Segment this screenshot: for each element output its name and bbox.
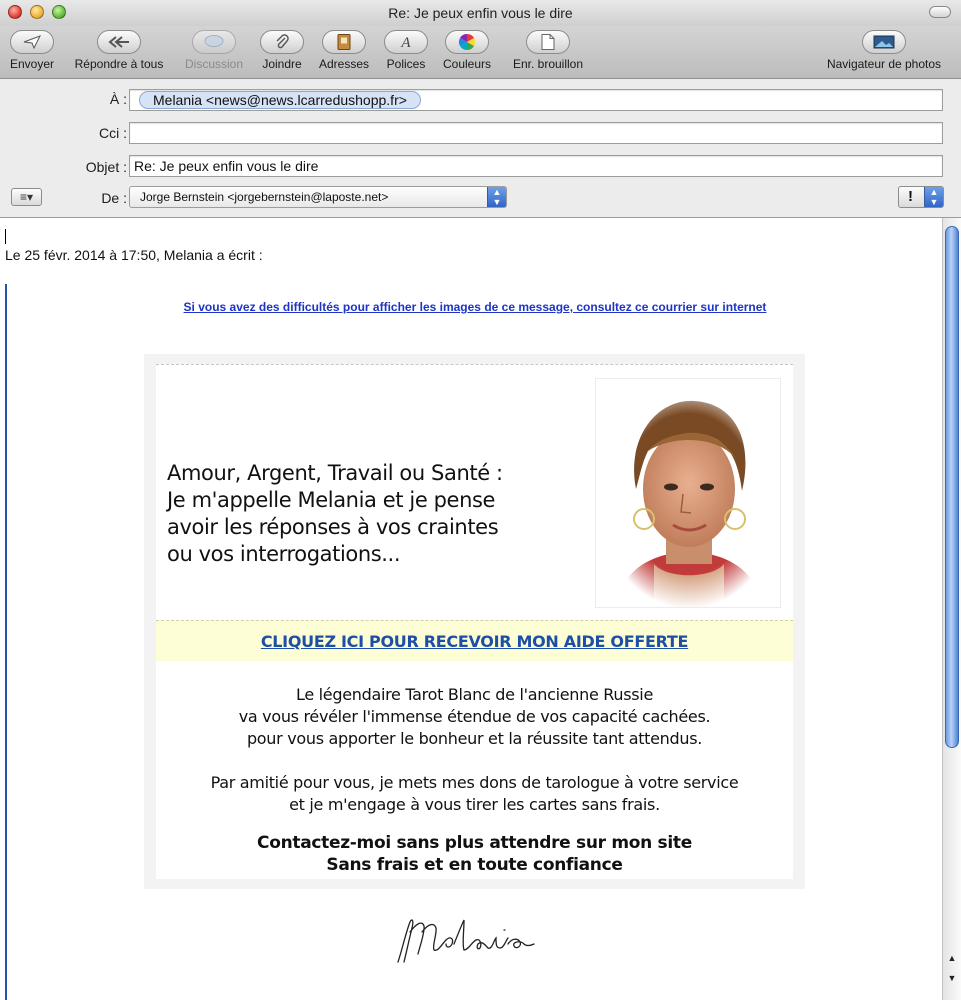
from-value: Jorge Bernstein <jorgebernstein@laposte.net> <box>140 190 389 204</box>
message-headers <box>0 79 961 218</box>
paperclip-icon <box>260 30 304 54</box>
subject-value: Re: Je peux enfin vous le dire <box>134 158 319 174</box>
view-online-link[interactable]: Si vous avez des difficultés pour afficher les images de ce message, consultez ce courrier sur internet <box>183 300 767 314</box>
recipient-token[interactable]: Melania <news@news.lcarredushopp.fr> <box>139 91 421 109</box>
subject-field[interactable] <box>129 155 943 177</box>
quote-attribution: Le 25 févr. 2014 à 17:50, Melania a écrit : <box>5 247 263 263</box>
attach-button[interactable] <box>256 26 308 71</box>
signature <box>392 910 542 975</box>
compose-toolbar <box>0 26 961 79</box>
bcc-label: Cci : <box>99 125 127 141</box>
addresses-button[interactable] <box>314 26 374 71</box>
addresses-label: Adresses <box>318 57 370 71</box>
photo-browser-button[interactable] <box>816 26 952 71</box>
fonts-label: Polices <box>386 57 426 71</box>
paragraph-line: et je m'engage à vous tirer les cartes sans frais. <box>289 795 660 814</box>
headline-line: avoir les réponses à vos craintes <box>167 515 499 539</box>
paragraph-line: pour vous apporter le bonheur et la réussite tant attendus. <box>246 729 703 748</box>
window-titlebar <box>0 0 961 27</box>
to-field[interactable] <box>129 89 943 111</box>
save-draft-label: Enr. brouillon <box>512 57 584 71</box>
discussion-label: Discussion <box>184 57 244 71</box>
headline-line: Amour, Argent, Travail ou Santé : <box>167 461 503 485</box>
headline <box>167 460 547 568</box>
font-icon <box>384 30 428 54</box>
send-label: Envoyer <box>9 57 55 71</box>
color-wheel-icon <box>445 30 489 54</box>
paragraph-line: Par amitié pour vous, je mets mes dons de tarologue à votre service <box>210 773 739 792</box>
friendship-paragraph <box>156 772 793 816</box>
headline-line: ou vos interrogations... <box>167 542 401 566</box>
signature-image <box>392 910 542 970</box>
header-options-button[interactable] <box>11 188 42 206</box>
priority-select[interactable] <box>898 186 944 208</box>
headline-line: Je m'appelle Melania et je pense <box>167 488 496 512</box>
address-book-icon <box>322 30 366 54</box>
vertical-scrollbar[interactable] <box>942 218 961 1000</box>
portrait-photo <box>595 378 781 608</box>
svg-text:A: A <box>401 35 411 50</box>
send-button[interactable] <box>5 26 59 71</box>
reply-all-button[interactable] <box>68 26 170 71</box>
save-draft-button[interactable] <box>504 26 592 71</box>
paragraph-line: Contactez-moi sans plus attendre sur mon site <box>257 833 692 853</box>
priority-mark: ! <box>908 188 913 205</box>
list-menu-icon: ≡▾ <box>19 190 34 204</box>
from-label: De : <box>101 190 127 206</box>
colors-label: Couleurs <box>442 57 492 71</box>
newsletter-content <box>156 364 793 879</box>
offer-link[interactable]: CLIQUEZ ICI POUR RECEVOIR MON AIDE OFFERTE <box>260 632 689 651</box>
attach-label: Joindre <box>262 57 302 71</box>
fonts-button[interactable] <box>380 26 432 71</box>
toolbar-toggle-button[interactable] <box>929 6 951 18</box>
scroll-up-arrow-icon[interactable]: ▲ <box>947 953 957 963</box>
bcc-field[interactable] <box>129 122 943 144</box>
photo-browser-label: Navigateur de photos <box>826 57 942 71</box>
paragraph-line: Le légendaire Tarot Blanc de l'ancienne Russie <box>296 685 653 704</box>
tarot-paragraph <box>156 684 793 750</box>
colors-button[interactable] <box>438 26 496 71</box>
window-title: Re: Je peux enfin vous le dire <box>388 5 573 21</box>
contact-paragraph <box>156 832 793 876</box>
send-icon <box>10 30 54 54</box>
chat-bubble-icon <box>192 30 236 54</box>
discussion-button[interactable] <box>178 26 250 71</box>
paragraph-line: va vous révéler l'immense étendue de vos capacité cachées. <box>238 707 711 726</box>
paragraph-line: Sans frais et en toute confiance <box>326 855 623 875</box>
priority-arrows-icon: ▲ ▼ <box>924 187 943 207</box>
draft-icon <box>526 30 570 54</box>
to-label: À : <box>109 91 127 107</box>
subject-label: Objet : <box>85 159 127 175</box>
quote-bar <box>5 284 7 1000</box>
photo-browser-icon <box>862 30 906 54</box>
from-account-select[interactable] <box>129 186 507 208</box>
scroll-thumb[interactable] <box>945 226 959 748</box>
cta-band <box>156 620 793 661</box>
newsletter-card <box>144 354 805 889</box>
reply-all-icon <box>97 30 141 54</box>
reply-all-label: Répondre à tous <box>74 57 164 71</box>
portrait-illustration <box>596 379 781 608</box>
scroll-down-arrow-icon[interactable]: ▼ <box>947 973 957 983</box>
text-cursor <box>5 229 6 244</box>
select-arrows-icon: ▲ ▼ <box>487 187 506 207</box>
message-body[interactable] <box>0 218 942 1000</box>
dashed-divider <box>156 364 793 365</box>
